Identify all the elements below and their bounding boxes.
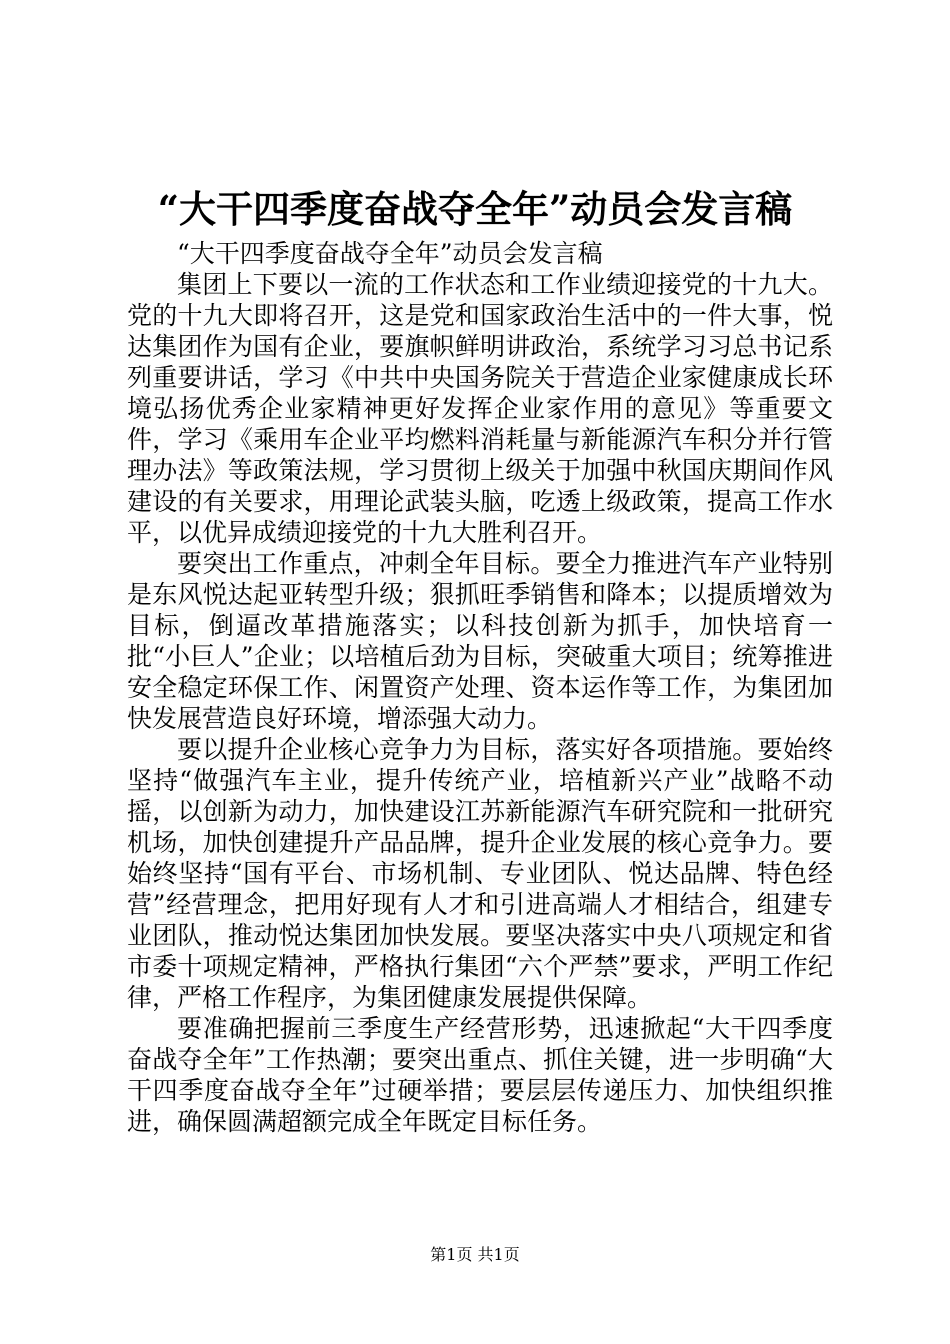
- page-number-footer: 第1页 共1页: [430, 1245, 520, 1264]
- paragraph-3: 要以提升企业核心竞争力为目标，落实好各项措施。要始终坚持“做强汽车主业，提升传统产业，培植新兴产业”战略不动摇，以创新为动力，加快建设江苏新能源汽车研究院和一批研究机场，加快创建提升产品品牌，提升企业发展的核心竞争力。要始终坚持“国有平台、市场机制、专业团队、悦达品牌、特色经营”经营理念，把用好现有人才和引进高端人才相结合，组建专业团队，推动悦达集团加快发展。要坚决落实中央八项规定和省市委十项规定精神，严格执行集团“六个严禁”要求，严明工作纪律，严格工作程序，为集团健康发展提供保障。: [127, 735, 833, 1012]
- document-body: [127, 238, 833, 1137]
- paragraph-2: 要突出工作重点，冲刺全年目标。要全力推进汽车产业特别是东风悦达起亚转型升级；狠抓旺季销售和降本；以提质增效为目标，倒逼改革措施落实；以科技创新为抓手，加快培育一批“小巨人”企业；以培植后劲为目标，突破重大项目；统筹推进安全稳定环保工作、闲置资产处理、资本运作等工作，为集团加快发展营造良好环境，增添强大动力。: [127, 549, 833, 733]
- paragraph-1: 集团上下要以一流的工作状态和工作业绩迎接党的十九大。党的十九大即将召开，这是党和国家政治生活中的一件大事，悦达集团作为国有企业，要旗帜鲜明讲政治，系统学习习总书记系列重要讲话，学习《中共中央国务院关于营造企业家健康成长环境弘扬优秀企业家精神更好发挥企业家作用的意见》等重要文件，学习《乘用车企业平均燃料消耗量与新能源汽车积分并行管理办法》等政策法规，学习贯彻上级关于加强中秋国庆期间作风建设的有关要求，用理论武装头脑，吃透上级政策，提高工作水平，以优异成绩迎接党的十九大胜利召开。: [127, 270, 833, 547]
- document-title: “大干四季度奋战夺全年”动员会发言稿: [157, 187, 793, 231]
- document-subtitle: “大干四季度奋战夺全年”动员会发言稿: [177, 239, 603, 268]
- paragraph-4: 要准确把握前三季度生产经营形势，迅速掀起“大干四季度奋战夺全年”工作热潮；要突出重点、抓住关键，进一步明确“大干四季度奋战夺全年”过硬举措；要层层传递压力、加快组织推进，确保圆满超额完成全年既定目标任务。: [127, 1014, 833, 1136]
